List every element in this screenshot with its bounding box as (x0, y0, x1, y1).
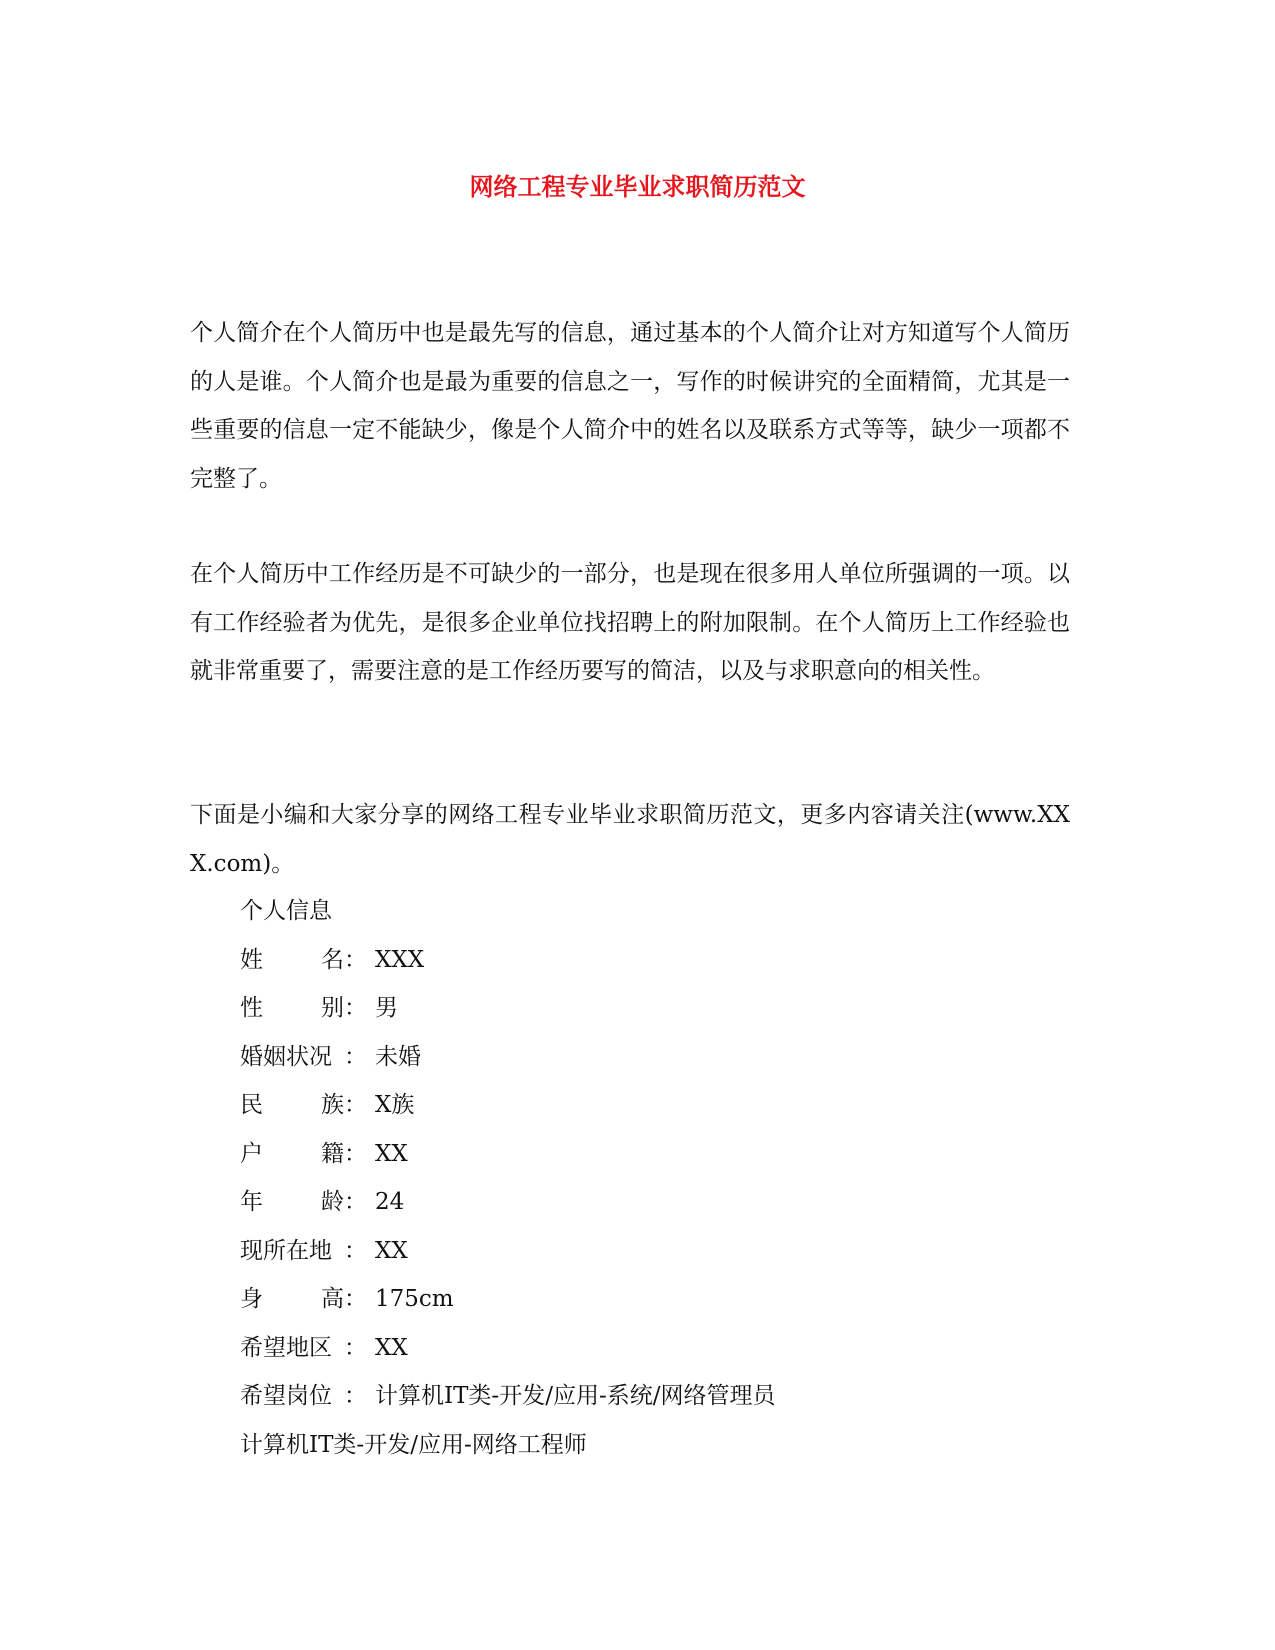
info-row-desired-position (240, 1372, 775, 1421)
info-colon: ： (344, 1286, 367, 1312)
info-label-char: 别 (321, 995, 344, 1021)
intro-paragraph-2: 在个人简历中工作经历是不可缺少的一部分，也是现在很多用人单位所强调的一项。以有工作经验者为优先，是很多企业单位找招聘上的附加限制。在个人简历上工作经验也就非常重要了，需要注意的是工作经历要写的简洁，以及与求职意向的相关性。 (190, 561, 1070, 684)
info-label (240, 1324, 375, 1373)
info-value: 未婚 (375, 1043, 421, 1070)
info-colon: ： (344, 995, 367, 1021)
info-colon: ： (344, 1383, 367, 1409)
info-row-height (240, 1275, 775, 1324)
intro-paragraph-3: 下面是小编和大家分享的网络工程专业毕业求职简历范文，更多内容请关注(www.XXX.com)。 (190, 802, 1070, 877)
info-colon: ： (344, 1092, 367, 1118)
info-value: XXX (375, 946, 425, 973)
info-label-text: 婚姻状况 (240, 1043, 332, 1070)
info-colon: ： (344, 946, 367, 973)
info-label-char: 性 (240, 995, 263, 1021)
info-label-char: 年 (240, 1189, 263, 1215)
info-label (240, 1081, 375, 1130)
intro-paragraph-1: 个人简介在个人简历中也是最先写的信息，通过基本的个人简介让对方知道写个人简历的人是谁。个人简介也是最为重要的信息之一，写作的时候讲究的全面精简，尤其是一些重要的信息一定不能缺少，像是个人简介中的姓名以及联系方式等等，缺少一项都不完整了。 (190, 320, 1070, 492)
info-label (240, 1227, 375, 1276)
info-label (240, 984, 375, 1033)
info-value: 175cm (375, 1286, 454, 1312)
info-label (240, 1033, 375, 1082)
info-colon: ： (344, 1237, 367, 1264)
desired-position-continuation: 计算机IT类-开发/应用-网络工程师 (240, 1431, 587, 1458)
info-label (240, 1372, 375, 1421)
info-label-char: 户 (240, 1140, 263, 1167)
info-label-char: 身 (240, 1286, 263, 1312)
info-row-current-location (240, 1227, 775, 1276)
info-label-text: 希望岗位 (240, 1383, 332, 1409)
info-row-name (240, 936, 775, 985)
info-label-char: 名 (321, 946, 344, 973)
info-row-marital-status (240, 1033, 775, 1082)
info-label-text: 希望地区 (240, 1334, 332, 1361)
info-row-ethnicity (240, 1081, 775, 1130)
info-label-text: 现所在地 (240, 1237, 332, 1264)
info-label-char: 民 (240, 1092, 263, 1118)
info-value: XX (375, 1140, 408, 1167)
info-label-char: 高 (321, 1286, 344, 1312)
info-row-age (240, 1178, 775, 1227)
info-value: XX (375, 1237, 408, 1264)
personal-info-heading: 个人信息 (240, 898, 332, 924)
info-colon: ： (344, 1334, 367, 1361)
info-value: X族 (375, 1092, 415, 1118)
info-label (240, 1275, 375, 1324)
info-row-desired-region (240, 1324, 775, 1373)
info-value: 计算机IT类-开发/应用-系统/网络管理员 (375, 1383, 776, 1409)
info-row-household (240, 1130, 775, 1179)
info-row-gender (240, 984, 775, 1033)
info-label-char: 籍 (321, 1140, 344, 1167)
info-colon: ： (344, 1140, 367, 1167)
info-value: 男 (375, 995, 398, 1021)
info-label-char: 姓 (240, 946, 263, 973)
info-label-char: 龄 (321, 1189, 344, 1215)
info-label (240, 936, 375, 985)
info-label (240, 1130, 375, 1179)
info-value: 24 (375, 1189, 405, 1215)
info-colon: ： (344, 1043, 367, 1070)
info-label (240, 1178, 375, 1227)
personal-info-section (240, 887, 775, 1469)
info-value: XX (375, 1334, 408, 1361)
info-colon: ： (344, 1189, 367, 1215)
info-label-char: 族 (321, 1092, 344, 1118)
page-title: 网络工程专业毕业求职简历范文 (469, 172, 806, 201)
